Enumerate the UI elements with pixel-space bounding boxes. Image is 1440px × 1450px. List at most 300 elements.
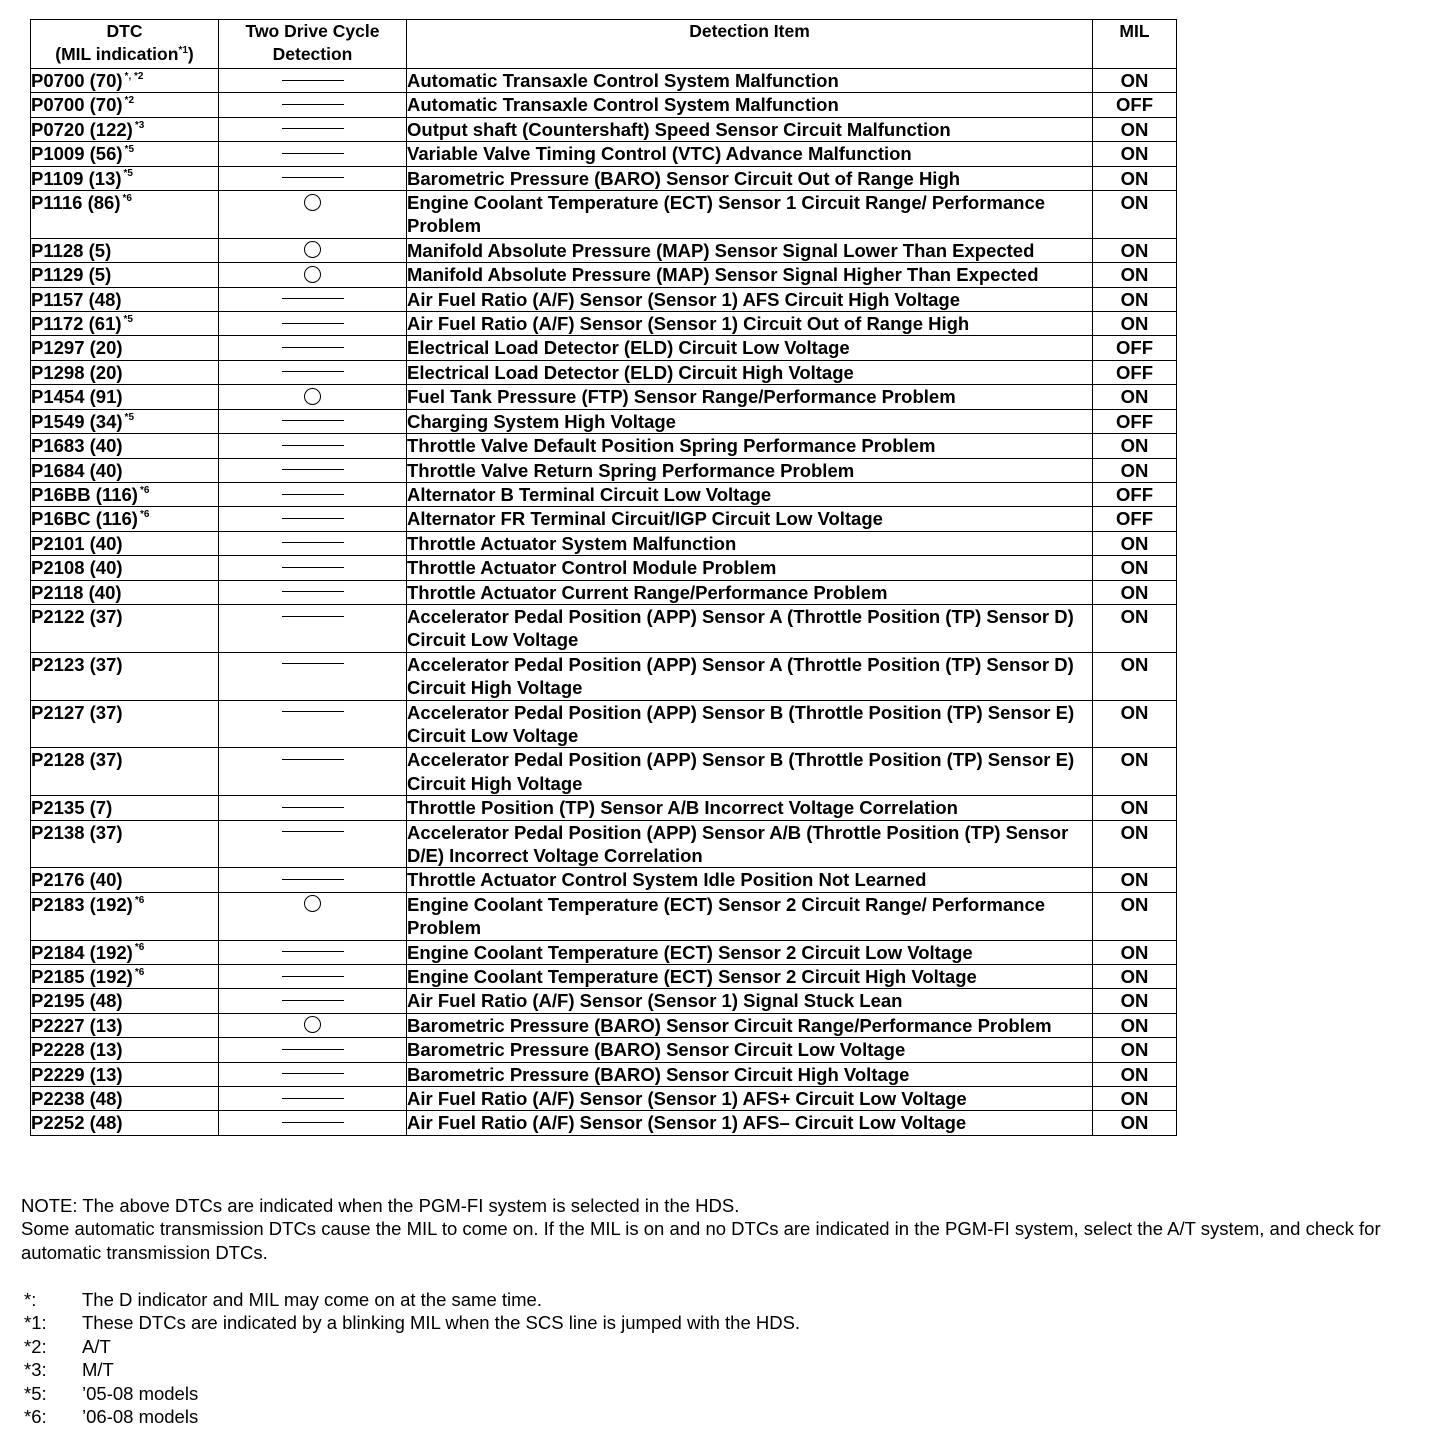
dtc-footnote-mark: *, *2 [124,70,144,82]
detection-item: Engine Coolant Temperature (ECT) Sensor 2 Circuit Range/ Performance Problem [407,892,1093,940]
mil-status: ON [1093,385,1177,409]
dtc-code-cell [31,336,219,360]
detection-item: Alternator B Terminal Circuit Low Voltage [407,482,1093,506]
dash-icon [282,104,344,105]
mil-status: ON [1093,868,1177,892]
footnote-text: The D indicator and MIL may come on at the same time. [82,1289,542,1310]
circle-icon [304,241,321,258]
mil-status: ON [1093,940,1177,964]
dash-icon [282,445,344,446]
dtc-code-cell [31,69,219,93]
mil-status: ON [1093,604,1177,652]
table-row [31,409,1177,433]
dtc-footnote-mark: *6 [122,192,132,204]
footnote-item [24,1405,1024,1428]
dtc-code: P0700 (70) [31,70,123,91]
two-drive-cycle-cell [219,1062,407,1086]
dtc-code-cell [31,1111,219,1135]
table-row [31,93,1177,117]
dtc-code: P1297 (20) [31,337,123,359]
table-row [31,336,1177,360]
dtc-code: P2176 (40) [31,869,123,891]
table-row [31,652,1177,700]
dtc-code: P2123 (37) [31,653,123,675]
detection-item: Charging System High Voltage [407,409,1093,433]
detection-item: Fuel Tank Pressure (FTP) Sensor Range/Performance Problem [407,385,1093,409]
dash-icon [282,616,344,617]
mil-status: OFF [1093,93,1177,117]
dtc-code: P16BC (116) [31,508,138,530]
mil-status: OFF [1093,360,1177,384]
table-row [31,531,1177,555]
dash-icon [282,567,344,568]
table-row [31,142,1177,166]
detection-item: Manifold Absolute Pressure (MAP) Sensor Signal Lower Than Expected [407,238,1093,262]
two-drive-cycle-cell [219,531,407,555]
dtc-code: P2127 (37) [31,701,123,723]
two-drive-cycle-cell [219,796,407,820]
table-row [31,892,1177,940]
dash-icon [282,371,344,372]
dtc-code: P0720 (122) [31,118,133,140]
dtc-footnote-mark: *6 [134,894,145,906]
circle-icon [304,895,321,912]
two-drive-cycle-cell [219,482,407,506]
dtc-code: P1129 (5) [31,264,112,286]
dtc-footnote-mark: *5 [123,168,133,180]
table-header-row [31,20,1177,69]
detection-item: Barometric Pressure (BARO) Sensor Circuit Range/Performance Problem [407,1013,1093,1037]
two-drive-cycle-cell [219,263,407,287]
footnote-text: M/T [82,1359,114,1381]
table-row [31,940,1177,964]
detection-item: Accelerator Pedal Position (APP) Sensor B (Throttle Position (TP) Sensor E) Circuit Low Voltage [407,700,1093,748]
dtc-code-cell [31,238,219,262]
table-row [31,1087,1177,1111]
two-drive-cycle-cell [219,989,407,1013]
dash-icon [282,298,344,299]
detection-item: Air Fuel Ratio (A/F) Sensor (Sensor 1) AFS+ Circuit Low Voltage [407,1087,1093,1111]
dash-icon [282,153,344,154]
detection-item: Variable Valve Timing Control (VTC) Advance Malfunction [407,142,1093,166]
two-drive-cycle-cell [219,166,407,190]
table-row [31,263,1177,287]
dtc-footnote-mark: *6 [139,484,150,496]
two-drive-cycle-cell [219,820,407,868]
two-drive-cycle-cell [219,556,407,580]
dtc-code-cell [31,287,219,311]
detection-item: Alternator FR Terminal Circuit/IGP Circuit Low Voltage [407,507,1093,531]
dash-icon [282,128,344,129]
note-line-2: Some automatic transmission DTCs cause the MIL to come on. If the MIL is on and no DTCs are indicated in the PGM-FI system, select the A/T system, and check for automatic transmission DTCs. [21,1218,1381,1263]
mil-status: ON [1093,312,1177,336]
detection-item: Accelerator Pedal Position (APP) Sensor A (Throttle Position (TP) Sensor D) Circuit High Voltage [407,652,1093,700]
detection-item: Barometric Pressure (BARO) Sensor Circuit High Voltage [407,1062,1093,1086]
dtc-code: P2195 (48) [31,990,123,1012]
dtc-code-cell [31,117,219,141]
dtc-code-cell [31,434,219,458]
detection-item: Automatic Transaxle Control System Malfunction [407,93,1093,117]
two-drive-cycle-cell [219,238,407,262]
dtc-footnote-mark: *2 [124,95,134,107]
dtc-code: P2228 (13) [31,1039,123,1061]
dash-icon [282,951,344,952]
detection-item: Manifold Absolute Pressure (MAP) Sensor Signal Higher Than Expected [407,263,1093,287]
two-drive-cycle-cell [219,385,407,409]
table-row [31,69,1177,93]
detection-item: Throttle Actuator Control System Idle Position Not Learned [407,868,1093,892]
two-drive-cycle-cell [219,1038,407,1062]
circle-icon [304,388,321,405]
table-row [31,1062,1177,1086]
mil-status: ON [1093,166,1177,190]
table-row [31,117,1177,141]
detection-item: Throttle Actuator Current Range/Performance Problem [407,580,1093,604]
table-row [31,287,1177,311]
dtc-code: P1684 (40) [31,459,123,481]
two-drive-cycle-cell [219,312,407,336]
detection-item: Automatic Transaxle Control System Malfunction [407,69,1093,93]
dtc-code-cell [31,385,219,409]
mil-status: ON [1093,580,1177,604]
detection-item: Air Fuel Ratio (A/F) Sensor (Sensor 1) Circuit Out of Range High [407,312,1093,336]
footnote-item [24,1382,1024,1405]
header-dtc-subtitle-close: ) [187,44,194,64]
dtc-code-cell [31,748,219,796]
dtc-code-cell [31,482,219,506]
dtc-code: P1683 (40) [31,435,123,457]
dtc-table-body [31,69,1177,1136]
dash-icon [282,177,344,178]
dtc-code-cell [31,940,219,964]
two-drive-cycle-cell [219,1013,407,1037]
mil-status: ON [1093,748,1177,796]
detection-item: Barometric Pressure (BARO) Sensor Circuit Out of Range High [407,166,1093,190]
dtc-code: P1549 (34) [31,410,123,432]
dtc-code: P2238 (48) [31,1088,123,1110]
table-row [31,580,1177,604]
mil-status: OFF [1093,507,1177,531]
mil-status: ON [1093,263,1177,287]
two-drive-cycle-cell [219,336,407,360]
detection-item: Throttle Actuator System Malfunction [407,531,1093,555]
table-row [31,507,1177,531]
dtc-code: P2135 (7) [31,797,113,819]
dtc-code: P0700 (70) [31,94,123,116]
dtc-code-cell [31,1038,219,1062]
footnote-text: These DTCs are indicated by a blinking MIL when the SCS line is jumped with the HDS. [82,1312,801,1334]
notes-section [21,1194,1421,1264]
mil-status: ON [1093,238,1177,262]
two-drive-cycle-cell [219,69,407,93]
detection-item: Engine Coolant Temperature (ECT) Sensor 2 Circuit Low Voltage [407,940,1093,964]
two-drive-cycle-cell [219,1087,407,1111]
mil-status: ON [1093,556,1177,580]
two-drive-cycle-cell [219,748,407,796]
table-row [31,360,1177,384]
dtc-code: P1157 (48) [31,288,122,310]
dtc-code-cell [31,142,219,166]
dtc-code: P2183 (192) [31,893,133,915]
dtc-code-cell [31,166,219,190]
dtc-code: P1172 (61) [31,313,122,335]
mil-status: ON [1093,458,1177,482]
footnote-key: *2: [24,1335,47,1357]
table-row [31,868,1177,892]
table-row [31,796,1177,820]
detection-item: Electrical Load Detector (ELD) Circuit Low Voltage [407,336,1093,360]
two-drive-cycle-cell [219,507,407,531]
footnote-key: *: [24,1289,37,1310]
dash-icon [282,494,344,495]
mil-status: ON [1093,117,1177,141]
detection-item: Accelerator Pedal Position (APP) Sensor A/B (Throttle Position (TP) Sensor D/E) Incorrect Voltage Correlation [407,820,1093,868]
two-drive-cycle-cell [219,360,407,384]
mil-status: ON [1093,287,1177,311]
dtc-code: P2108 (40) [31,557,123,579]
two-drive-cycle-cell [219,868,407,892]
dash-icon [282,1073,344,1074]
dash-icon [282,323,344,324]
two-drive-cycle-cell [219,142,407,166]
dtc-code: P2252 (48) [31,1112,123,1134]
table-row [31,700,1177,748]
two-drive-cycle-cell [219,117,407,141]
dtc-code: P2229 (13) [31,1063,123,1085]
header-detection-item: Detection Item [407,20,1093,69]
dash-icon [282,663,344,664]
mil-status: ON [1093,796,1177,820]
dash-icon [282,420,344,421]
dtc-table [30,19,1177,1136]
dtc-code: P1128 (5) [31,239,112,261]
dash-icon [282,347,344,348]
two-drive-cycle-cell [219,93,407,117]
detection-item: Barometric Pressure (BARO) Sensor Circuit Low Voltage [407,1038,1093,1062]
dtc-code: P2185 (192) [31,966,133,988]
table-row [31,166,1177,190]
mil-status: ON [1093,191,1177,239]
circle-icon [304,266,321,283]
dtc-footnote-mark: *5 [124,144,134,156]
dash-icon [282,1122,344,1123]
header-dtc-footnote-mark: *1 [178,45,188,57]
table-row [31,458,1177,482]
dtc-code: P1116 (86) [31,192,121,214]
footnote-key: *3: [24,1359,47,1381]
detection-item: Engine Coolant Temperature (ECT) Sensor 1 Circuit Range/ Performance Problem [407,191,1093,239]
table-row [31,385,1177,409]
two-drive-cycle-cell [219,940,407,964]
dash-icon [282,469,344,470]
dtc-code: P2138 (37) [31,821,123,843]
dash-icon [282,1098,344,1099]
mil-status: ON [1093,700,1177,748]
dtc-code-cell [31,531,219,555]
dtc-footnote-mark: *6 [139,509,150,521]
footnote-text: ’05-08 models [82,1382,199,1404]
dtc-code-cell [31,965,219,989]
dtc-footnote-mark: *6 [134,942,145,954]
footnotes-list [24,1288,1024,1428]
two-drive-cycle-cell [219,287,407,311]
dash-icon [282,542,344,543]
detection-item: Electrical Load Detector (ELD) Circuit High Voltage [407,360,1093,384]
dtc-code-cell [31,604,219,652]
two-drive-cycle-cell [219,892,407,940]
dtc-code-cell [31,556,219,580]
detection-item: Air Fuel Ratio (A/F) Sensor (Sensor 1) AFS– Circuit Low Voltage [407,1111,1093,1135]
header-dtc-title: DTC [106,21,143,41]
dtc-code-cell [31,580,219,604]
mil-status: ON [1093,1013,1177,1037]
dtc-code-cell [31,868,219,892]
two-drive-cycle-cell [219,580,407,604]
circle-icon [304,194,321,211]
mil-status: ON [1093,142,1177,166]
mil-status: ON [1093,531,1177,555]
dtc-code-cell [31,1062,219,1086]
table-row [31,748,1177,796]
dash-icon [282,879,344,880]
two-drive-cycle-cell [219,700,407,748]
dtc-footnote-mark: *5 [123,313,133,325]
dash-icon [282,591,344,592]
header-two-drive-cycle: Two Drive Cycle Detection [219,20,407,69]
table-row [31,1111,1177,1135]
footnote-key: *6: [24,1405,47,1427]
header-dtc [31,20,219,69]
detection-item: Throttle Actuator Control Module Problem [407,556,1093,580]
dtc-code: P2118 (40) [31,581,122,603]
detection-item: Throttle Position (TP) Sensor A/B Incorrect Voltage Correlation [407,796,1093,820]
mil-status: OFF [1093,336,1177,360]
table-row [31,556,1177,580]
table-row [31,238,1177,262]
detection-item: Accelerator Pedal Position (APP) Sensor B (Throttle Position (TP) Sensor E) Circuit High Voltage [407,748,1093,796]
dash-icon [282,807,344,808]
two-drive-cycle-cell [219,434,407,458]
dtc-code: P2101 (40) [31,532,123,554]
dtc-code-cell [31,1087,219,1111]
dtc-code: P1298 (20) [31,361,123,383]
header-dtc-subtitle: (MIL indication [55,44,179,64]
dtc-code-cell [31,820,219,868]
detection-item: Air Fuel Ratio (A/F) Sensor (Sensor 1) AFS Circuit High Voltage [407,287,1093,311]
dtc-code-cell [31,700,219,748]
dtc-code-cell [31,409,219,433]
footnote-key: *5: [24,1382,47,1404]
dash-icon [282,80,344,81]
mil-status: ON [1093,989,1177,1013]
detection-item: Air Fuel Ratio (A/F) Sensor (Sensor 1) Signal Stuck Lean [407,989,1093,1013]
dash-icon [282,518,344,519]
mil-status: ON [1093,820,1177,868]
mil-status: ON [1093,652,1177,700]
note-line-1: NOTE: The above DTCs are indicated when the PGM-FI system is selected in the HDS. [21,1195,740,1216]
detection-item: Output shaft (Countershaft) Speed Sensor Circuit Malfunction [407,117,1093,141]
two-drive-cycle-cell [219,191,407,239]
table-row [31,989,1177,1013]
two-drive-cycle-cell [219,965,407,989]
dtc-code-cell [31,93,219,117]
footnote-item [24,1311,1024,1334]
mil-status: ON [1093,892,1177,940]
dtc-code: P2184 (192) [31,941,133,963]
detection-item: Accelerator Pedal Position (APP) Sensor A (Throttle Position (TP) Sensor D) Circuit Low Voltage [407,604,1093,652]
header-mil: MIL [1093,20,1177,69]
dtc-code-cell [31,1013,219,1037]
two-drive-cycle-cell [219,458,407,482]
dtc-footnote-mark: *5 [124,411,134,423]
dtc-code-cell [31,263,219,287]
dash-icon [282,1049,344,1050]
table-row [31,191,1177,239]
dtc-code-cell [31,191,219,239]
dtc-code-cell [31,796,219,820]
table-row [31,820,1177,868]
dash-icon [282,831,344,832]
dtc-code: P2122 (37) [31,605,123,627]
table-row [31,965,1177,989]
two-drive-cycle-cell [219,409,407,433]
footnote-key: *1: [24,1312,47,1334]
dtc-code-cell [31,458,219,482]
footnote-item [24,1335,1024,1358]
mil-status: ON [1093,1111,1177,1135]
dtc-code: P16BB (116) [31,483,138,505]
table-row [31,312,1177,336]
dtc-code: P1009 (56) [31,143,123,165]
table-row [31,1013,1177,1037]
table-row [31,434,1177,458]
mil-status: ON [1093,1087,1177,1111]
footnote-item [24,1358,1024,1381]
footnote-text: A/T [82,1335,111,1357]
dtc-code: P1454 (91) [31,386,123,408]
dtc-code: P2227 (13) [31,1014,123,1036]
mil-status: ON [1093,434,1177,458]
dtc-footnote-mark: *3 [134,119,145,131]
mil-status: ON [1093,69,1177,93]
detection-item: Throttle Valve Return Spring Performance Problem [407,458,1093,482]
two-drive-cycle-cell [219,652,407,700]
dtc-footnote-mark: *6 [134,966,145,978]
circle-icon [304,1016,321,1033]
dash-icon [282,711,344,712]
dtc-code-cell [31,312,219,336]
dash-icon [282,976,344,977]
table-row [31,1038,1177,1062]
mil-status: ON [1093,965,1177,989]
table-row [31,482,1177,506]
mil-status: OFF [1093,409,1177,433]
mil-status: ON [1093,1038,1177,1062]
table-row [31,604,1177,652]
two-drive-cycle-cell [219,1111,407,1135]
dash-icon [282,759,344,760]
dtc-code: P1109 (13) [31,167,122,189]
dtc-code-cell [31,989,219,1013]
mil-status: ON [1093,1062,1177,1086]
detection-item: Throttle Valve Default Position Spring Performance Problem [407,434,1093,458]
dtc-code: P2128 (37) [31,749,123,771]
footnote-text: ’06-08 models [82,1405,199,1427]
footnote-item [24,1288,1024,1311]
two-drive-cycle-cell [219,604,407,652]
mil-status: OFF [1093,482,1177,506]
dtc-code-cell [31,507,219,531]
